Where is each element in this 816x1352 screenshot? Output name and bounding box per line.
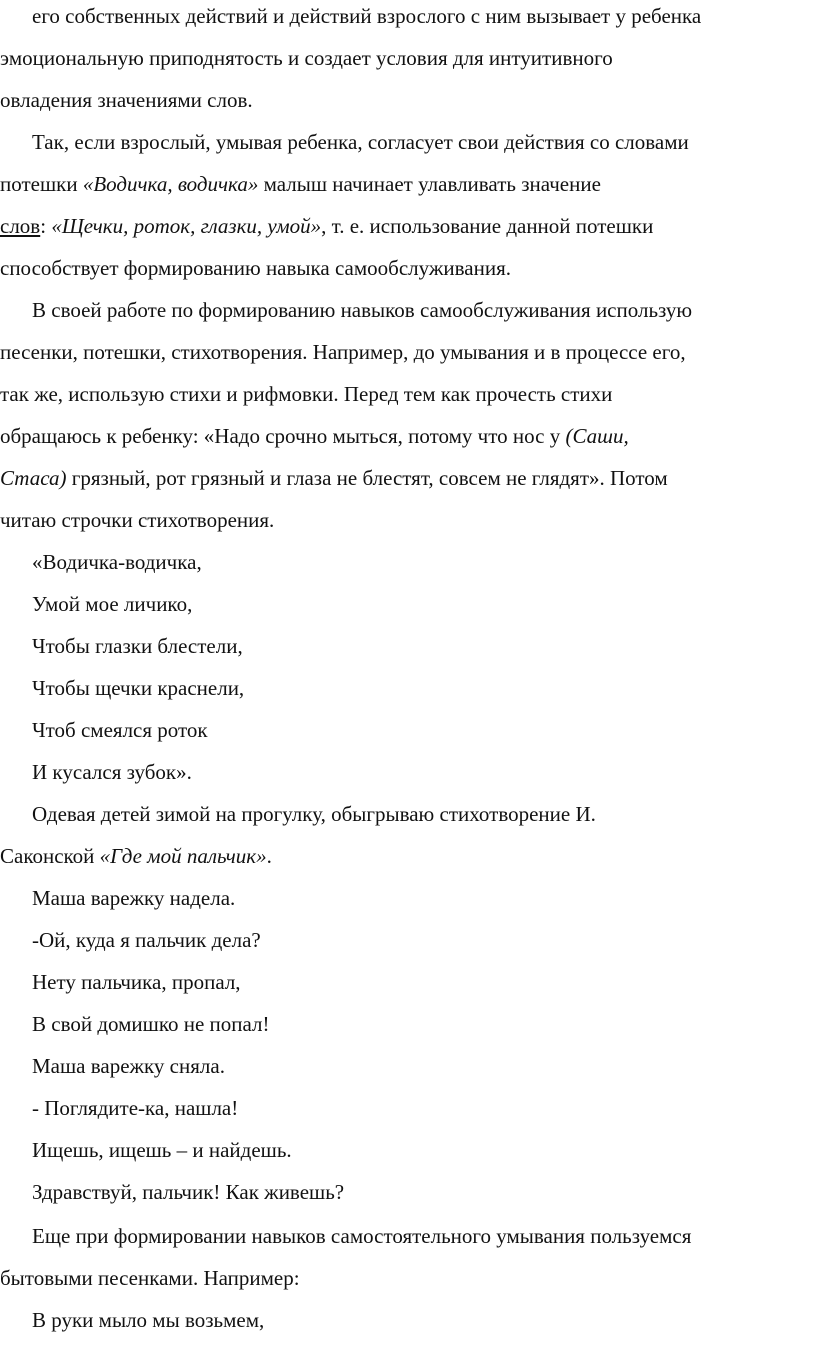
p3-line-5 xyxy=(0,464,668,492)
p3-line-2: песенки, потешки, стихотворения. Например, до умывания и в процессе его, xyxy=(0,340,686,364)
p2-quote-title: «Водичка, водичка» xyxy=(82,172,259,196)
poem2-line: - Поглядите-ка, нашла! xyxy=(32,1096,239,1120)
poem2-line: В свой домишко не попал! xyxy=(32,1012,270,1036)
p2-line-4: способствует формированию навыка самообслуживания. xyxy=(0,256,511,280)
p3-line-3: так же, использую стихи и рифмовки. Перед тем как прочесть стихи xyxy=(0,382,613,406)
p4-text: . xyxy=(266,844,272,868)
p1-line-2: эмоциональную приподнятость и создает условия для интуитивного xyxy=(0,46,613,70)
p1-line-3: овладения значениями слов. xyxy=(0,88,253,112)
underlined-word: слов xyxy=(0,214,41,238)
p4-text: Саконской xyxy=(0,844,100,868)
p3-line-6: читаю строчки стихотворения. xyxy=(0,508,275,532)
p4-line-1: Одевая детей зимой на прогулку, обыгрываю стихотворение И. xyxy=(32,802,596,826)
p3-names: (Саши, xyxy=(565,424,629,448)
p3-text: грязный, рот грязный и глаза не блестят, совсем не глядят». Потом xyxy=(66,466,668,490)
poem2-line: Здравствуй, пальчик! Как живешь? xyxy=(32,1180,345,1204)
p2-text: : xyxy=(40,214,52,238)
poem1-line: Чтоб смеялся роток xyxy=(32,718,208,742)
poem1-line: И кусался зубок». xyxy=(32,760,192,784)
p3-text: обращаюсь к ребенку: «Надо срочно мыться, потому что нос у xyxy=(0,424,566,448)
poem2-line: Маша варежку сняла. xyxy=(32,1054,225,1078)
p2-quote-words: «Щечки, роток, глазки, умой» xyxy=(51,214,322,238)
p2-text: , т. е. использование данной потешки xyxy=(321,214,654,238)
p3-names: Стаса) xyxy=(0,466,67,490)
poem1-line: Чтобы глазки блестели, xyxy=(32,634,243,658)
poem2-line: -Ой, куда я пальчик дела? xyxy=(32,928,261,952)
poem2-line: Нету пальчика, пропал, xyxy=(32,970,241,994)
p2-text: потешки xyxy=(0,172,83,196)
poem3-line: В руки мыло мы возьмем, xyxy=(32,1308,265,1332)
p2-line-3 xyxy=(0,212,653,240)
p5-line-2: бытовыми песенками. Например: xyxy=(0,1266,300,1290)
p3-line-4 xyxy=(0,422,629,450)
poem2-line: Маша варежку надела. xyxy=(32,886,236,910)
poem1-line: «Водичка-водичка, xyxy=(32,550,202,574)
p4-poem-title: «Где мой пальчик» xyxy=(99,844,267,868)
poem2-line: Ищешь, ищешь – и найдешь. xyxy=(32,1138,292,1162)
p4-line-2 xyxy=(0,842,272,870)
p2-line-1: Так, если взрослый, умывая ребенка, согласует свои действия со словами xyxy=(32,130,689,154)
p2-text: малыш начинает улавливать значение xyxy=(258,172,601,196)
p5-line-1: Еще при формировании навыков самостоятельного умывания пользуемся xyxy=(32,1224,692,1248)
p3-line-1: В своей работе по формированию навыков самообслуживания использую xyxy=(32,298,693,322)
p1-line-1: его собственных действий и действий взрослого с ним вызывает у ребенка xyxy=(32,4,702,28)
poem1-line: Умой мое личико, xyxy=(32,592,193,616)
p2-line-2 xyxy=(0,170,601,198)
poem1-line: Чтобы щечки краснели, xyxy=(32,676,245,700)
